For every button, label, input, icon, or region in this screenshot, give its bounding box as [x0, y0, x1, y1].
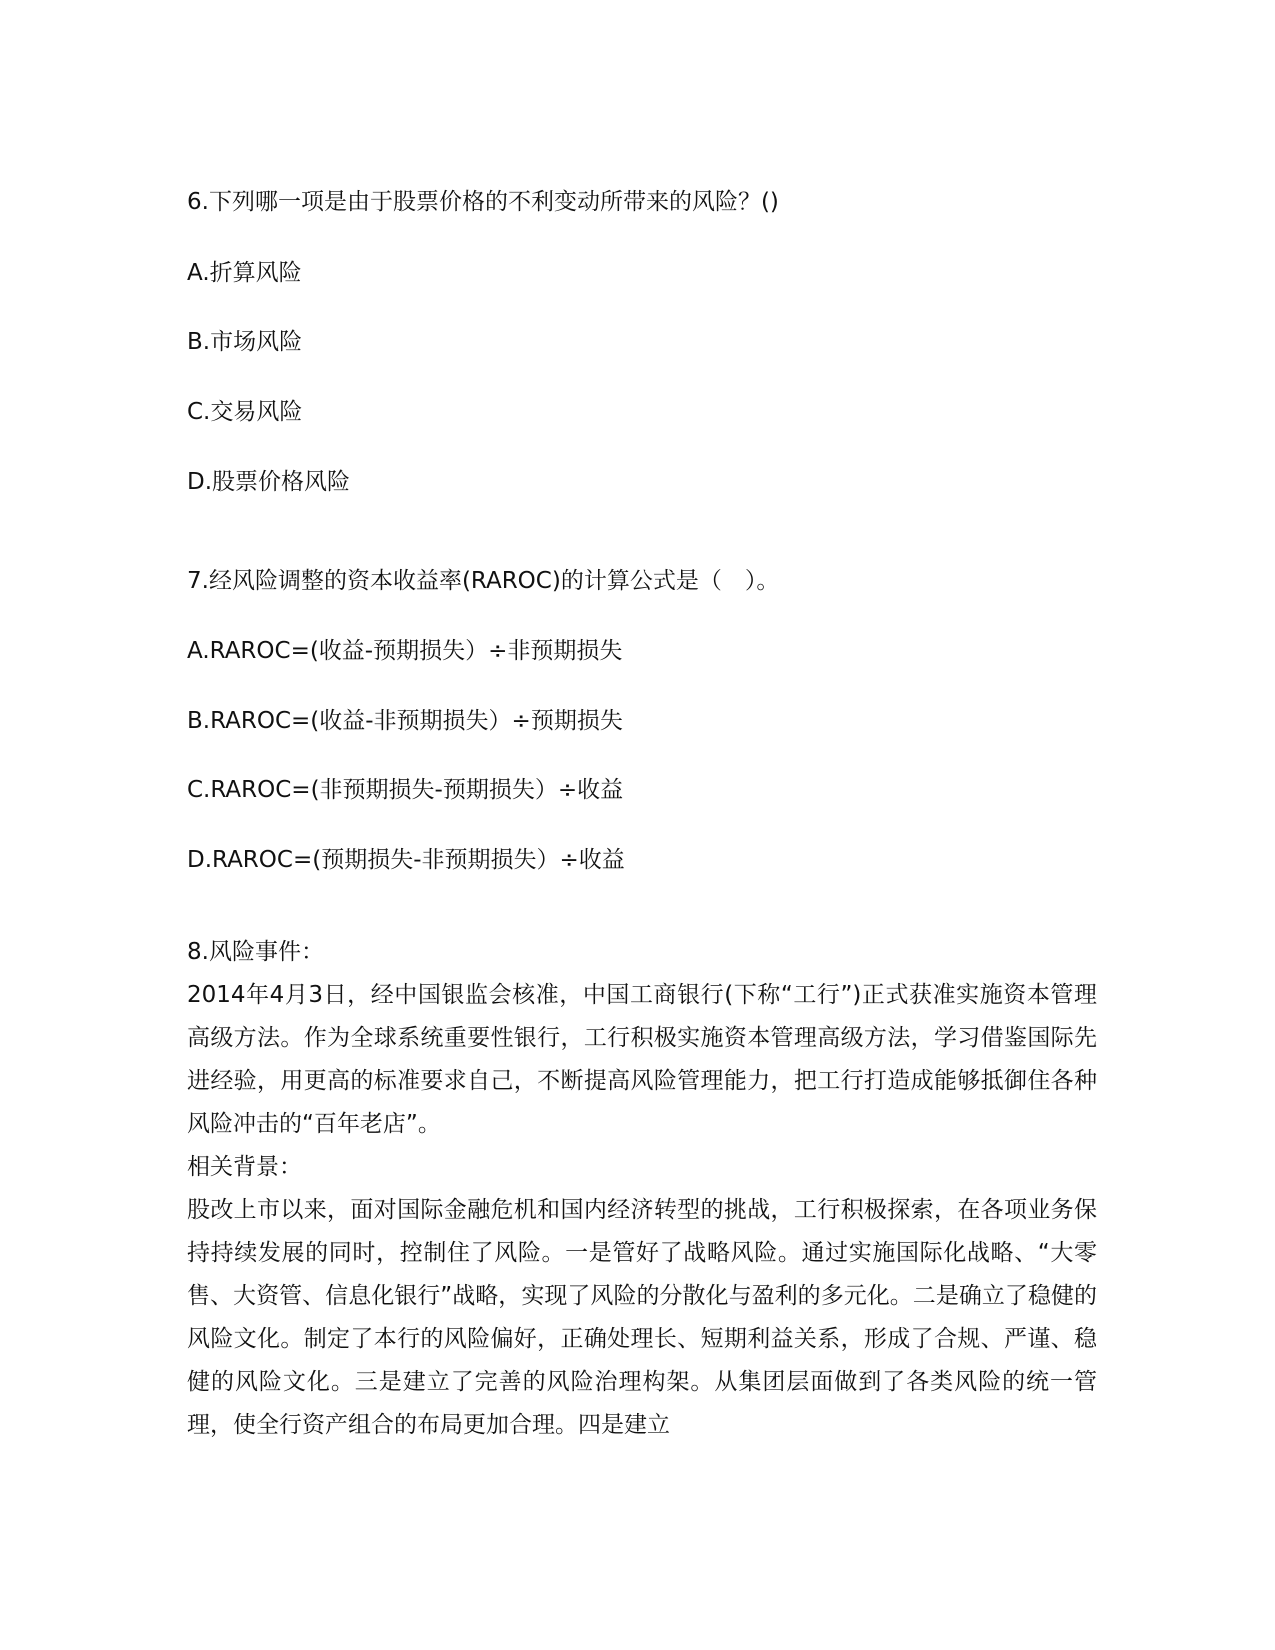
question-7-option-b: B.RAROC=(收益-非预期损失）÷预期损失 — [187, 708, 623, 734]
question-7-option-d: D.RAROC=(预期损失-非预期损失）÷收益 — [187, 847, 625, 873]
question-8-event-text: 2014年4月3日，经中国银监会核准，中国工商银行(下称“工行”)正式获准实施资本管理高级方法。作为全球系统重要性银行，工行积极实施资本管理高级方法，学习借鉴国际先进经验，用更高的标准要求自己，不断提高风险管理能力，把工行打造成能够抵御住各种风险冲击的“百年老店”。 — [187, 982, 1097, 1137]
question-7-stem: 7.经风险调整的资本收益率(RAROC)的计算公式是（ ）。 — [187, 568, 780, 594]
question-7-option-c: C.RAROC=(非预期损失-预期损失）÷收益 — [187, 777, 624, 803]
question-8-background-text: 股改上市以来，面对国际金融危机和国内经济转型的挑战，工行积极探索，在各项业务保持持续发展的同时，控制住了风险。一是管好了战略风险。通过实施国际化战略、“大零售、大资管、信息化银行”战略，实现了风险的分散化与盈利的多元化。二是确立了稳健的风险文化。制定了本行的风险偏好，正确处理长、短期利益关系，形成了合规、严谨、稳健的风险文化。三是建立了完善的风险治理构架。从集团层面做到了各类风险的统一管理，使全行资产组合的布局更加合理。四是建立 — [187, 1197, 1097, 1438]
question-6-option-a: A.折算风险 — [187, 260, 302, 286]
question-8-heading: 8.风险事件： — [187, 939, 324, 965]
question-8-block — [187, 931, 1097, 1447]
question-7-option-a: A.RAROC=(收益-预期损失）÷非预期损失 — [187, 638, 623, 664]
question-6-stem: 6.下列哪一项是由于股票价格的不利变动所带来的风险？() — [187, 189, 779, 215]
question-6-option-b: B.市场风险 — [187, 329, 303, 355]
question-6-option-c: C.交易风险 — [187, 399, 303, 425]
question-8-background-heading: 相关背景： — [187, 1154, 302, 1180]
question-6-option-d: D.股票价格风险 — [187, 469, 351, 495]
